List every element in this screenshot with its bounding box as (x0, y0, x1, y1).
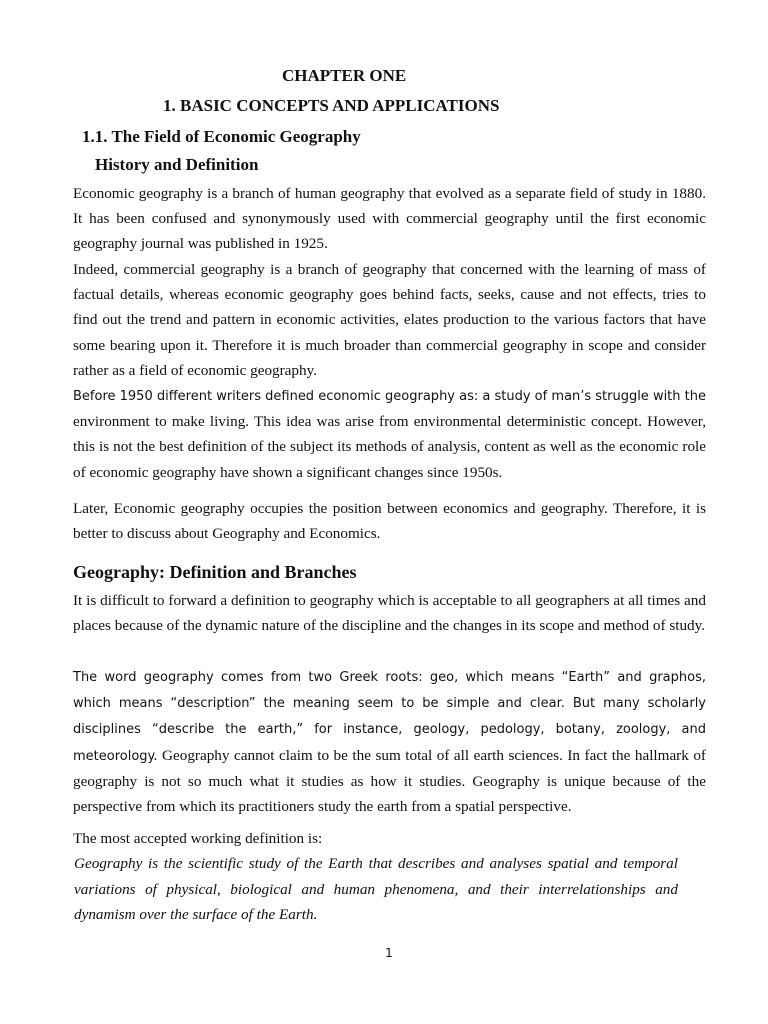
paragraph-geography-2-lead: The word geography comes from two Greek roots: geo, which means “Earth” and graphos, which means “description” the meaning seem to be simple and clear. But many scholarly disciplines “describe the earth,” for instance, geology, pedology, botany, zoology, and meteorology. (73, 670, 706, 764)
paragraph-geography-1: It is difficult to forward a definition to geography which is acceptable to all geographers at all times and places because of the dynamic nature of the discipline and the changes in its scope and method of study. (73, 592, 706, 635)
paragraph-history-3-lead: Before 1950 different writers defined economic geography as: a study of man’s struggle with the (73, 389, 706, 404)
paragraph-geography-2-body: Geography cannot claim to be the sum total of all earth sciences. In fact the hallmark of geography is not so much what it studies as how it studies. Geography is unique because of the perspective from which its practitioners study the earth from a spatial perspective. (73, 746, 706, 816)
paragraph-geography-2 (73, 664, 706, 819)
geography-heading: Geography: Definition and Branches (73, 562, 357, 582)
paragraph-definition-intro: The most accepted working definition is: (73, 830, 323, 847)
page-number: 1 (385, 946, 393, 960)
section-heading: 1.1. The Field of Economic Geography (82, 127, 361, 146)
geography-definition: Geography is the scientific study of the Earth that describes and analyses spatial and temporal variations of physical, biological and human phenomena, and their interrelationships and dynamism over the surface of the Earth. (74, 855, 678, 923)
paragraph-history-2: Indeed, commercial geography is a branch of geography that concerned with the learning of mass of factual details, whereas economic geography goes behind facts, seeks, cause and not effects, tries to find out the trend and pattern in economic activities, elates production to the various factors that have some bearing upon it. Therefore it is much broader than commercial geography in scope and consider rather as a field of economic geography. (73, 261, 706, 379)
chapter-heading: CHAPTER ONE (282, 66, 407, 85)
subsection-heading: History and Definition (95, 155, 259, 174)
paragraph-history-3 (73, 383, 706, 485)
paragraph-history-1: Economic geography is a branch of human geography that evolved as a separate field of study in 1880. It has been confused and synonymously used with commercial geography until the first economic geography journal was published in 1925. (73, 185, 706, 253)
paragraph-history-4: Later, Economic geography occupies the position between economics and geography. Therefore, it is better to discuss about Geography and Economics. (73, 500, 706, 543)
paragraph-history-3-body: environment to make living. This idea was arise from environmental deterministic concept. However, this is not the best definition of the subject its methods of analysis, content as well as the economic role of economic geography have shown a significant changes since 1950s. (73, 413, 706, 481)
chapter-title: 1. BASIC CONCEPTS AND APPLICATIONS (163, 96, 500, 115)
